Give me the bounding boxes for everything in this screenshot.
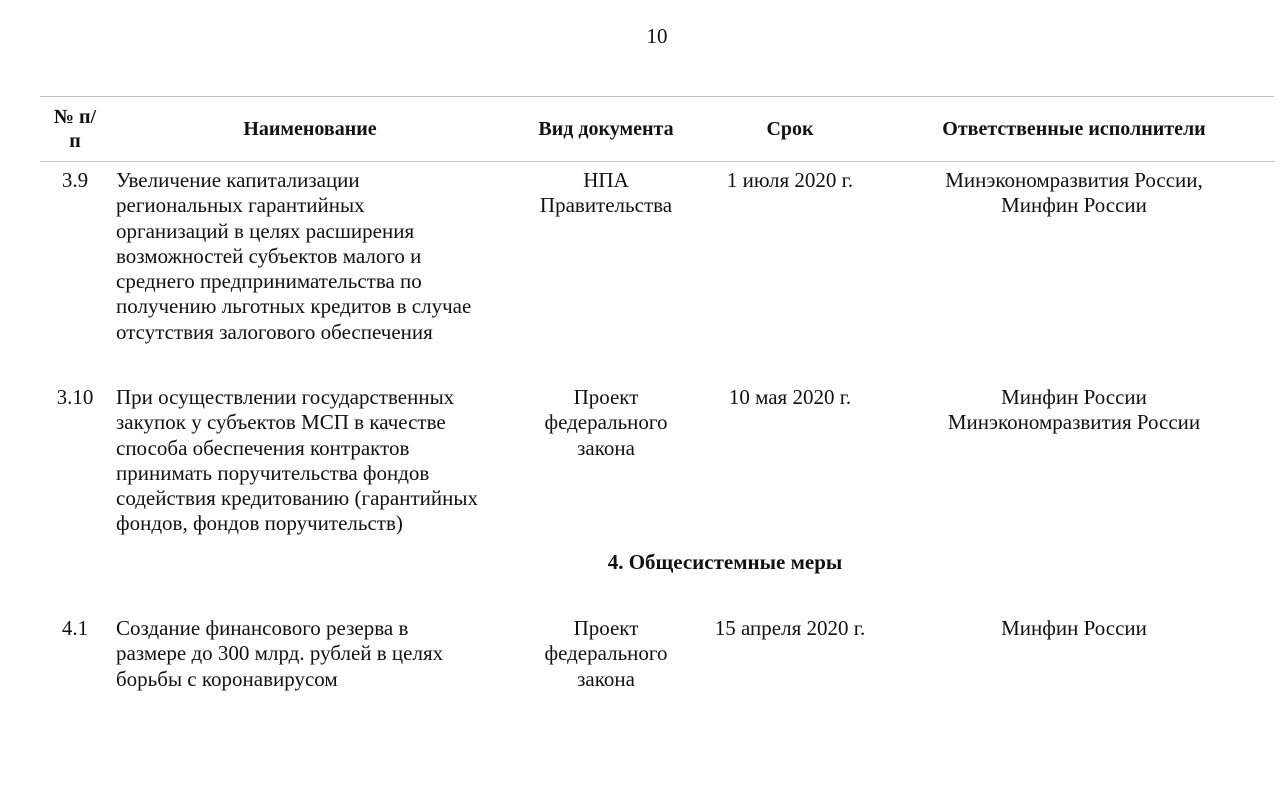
- row-name-line: Создание финансового резерва в: [116, 616, 409, 640]
- row-resp-line: Минфин России: [1001, 193, 1147, 218]
- row-name: [116, 168, 504, 345]
- row-doc-line: федерального: [544, 410, 668, 435]
- row-number: 3.9: [61, 168, 89, 192]
- row-term: 1 июля 2020 г.: [726, 168, 854, 192]
- row-number: 4.1: [61, 616, 89, 640]
- row-doc-line: закона: [577, 435, 635, 460]
- row-name-line: получению льготных кредитов в случае: [116, 294, 472, 319]
- row-resp-line: Минэкономразвития России,: [945, 168, 1203, 192]
- row-responsible: [892, 616, 1256, 641]
- row-doc-line: закона: [577, 666, 635, 691]
- row-name-line: содействия кредитованию (гарантийных: [116, 486, 478, 511]
- row-name-line: Увеличение капитализации: [116, 168, 360, 192]
- row-doc-line: Правительства: [539, 193, 673, 218]
- row-resp-line: Минфин России: [1001, 385, 1147, 409]
- row-name: [116, 616, 504, 692]
- row-doc-line: федерального: [544, 641, 668, 666]
- row-responsible: [892, 385, 1256, 436]
- row-name-line: размере до 300 млрд. рублей в целях: [116, 641, 444, 666]
- row-resp-line: Минэкономразвития России: [947, 410, 1201, 435]
- row-number: 3.10: [56, 385, 94, 409]
- table-header: [40, 96, 1274, 162]
- row-name-line: способа обеспечения контрактов: [116, 435, 410, 460]
- row-term: 15 апреля 2020 г.: [714, 616, 866, 640]
- table-row: [40, 168, 1274, 348]
- row-name-line: При осуществлении государственных: [116, 385, 455, 409]
- measures-table: [40, 96, 1274, 691]
- row-name-line: организаций в целях расширения: [116, 218, 415, 243]
- row-name-line: закупок у субъектов МСП в качестве: [116, 410, 446, 435]
- table-row: [40, 385, 1274, 535]
- row-doc-line: Проект: [573, 616, 639, 640]
- row-name-line: среднего предпринимательства по: [116, 269, 422, 294]
- row-doc-line: Проект: [573, 385, 639, 409]
- row-term: 10 мая 2020 г.: [728, 385, 852, 409]
- row-responsible: [892, 168, 1256, 219]
- header-responsible: Ответственные исполнители: [942, 118, 1206, 140]
- header-doc-type: Вид документа: [538, 118, 674, 140]
- row-doc-type: [520, 616, 692, 692]
- row-name-line: региональных гарантийных: [116, 193, 365, 218]
- row-doc-line: НПА: [583, 168, 629, 192]
- row-name-line: отсутствия залогового обеспечения: [116, 319, 433, 344]
- row-name-line: возможностей субъектов малого и: [116, 243, 422, 268]
- table-row: [40, 616, 1274, 696]
- row-resp-line: Минфин России: [1001, 616, 1147, 640]
- row-name-line: борьбы с коронавирусом: [116, 666, 338, 691]
- row-name-line: фондов, фондов поручительств): [116, 511, 403, 536]
- header-term: Срок: [766, 118, 814, 140]
- page-number: 10: [646, 24, 668, 48]
- row-name: [116, 385, 504, 537]
- row-doc-type: [520, 168, 692, 219]
- section-title: 4. Общесистемные меры: [607, 550, 843, 574]
- row-name-line: принимать поручительства фондов: [116, 460, 430, 485]
- row-doc-type: [520, 385, 692, 461]
- header-name: Наименование: [243, 118, 377, 140]
- header-num: № п/ п: [53, 106, 97, 152]
